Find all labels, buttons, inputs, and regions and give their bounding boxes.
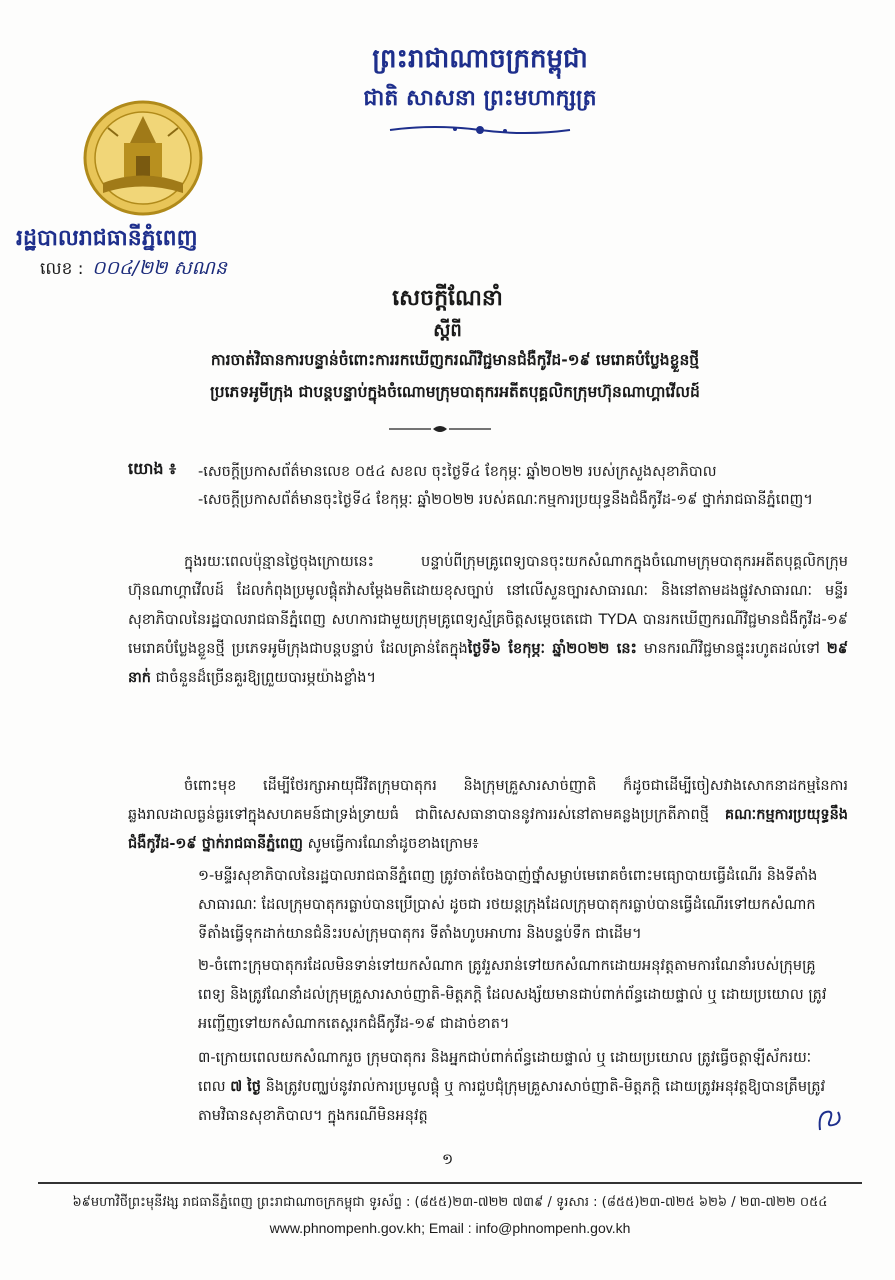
item-text: ៣-ក្រោយពេលយកសំណាករួច ក្រុមបាតុករ និងអ្នកជាប់ពាក់ព័ន្ធដោយផ្ទាល់ ឬ ដោយប្រយោល ត្រូវធ្វើចត្តាឡីស័ករយៈពេល [198,1050,812,1095]
paragraph-text: ចំពោះមុខ ដើម្បីថែរក្សាអាយុជីវិតក្រុមបាតុករ និងក្រុមគ្រួសារសាច់ញាតិ ក៏ដូចជាដើម្បីចៀសវាងសោកនាដកម្មនៃការឆ្លងរាលដាលធ្ងន់ធ្ងរទៅក្នុងសហគមន៍ជាទ្រង់ទ្រាយធំ ជាពិសេសធានាបាននូវការរស់នៅតាមគន្លងប្រក្រតីភាពថ្មី [128,778,848,823]
paragraph-text: មានករណីវិជ្ជមានផ្ទុះរហូតដល់ទៅ [636,641,827,657]
document-subject [110,344,800,408]
subject-line-2: ប្រភេទអូមីក្រុង ជាបន្តបន្ទាប់ក្នុងចំណោមក្រុមបាតុករអតីតបុគ្គលិកក្រុមហ៊ុនណាហ្គាវើលដ៍ [210,383,700,401]
footer-contact: www.phnompenh.gov.kh; Email : info@phnompenh.gov.kh [269,1220,631,1236]
subject-line-1: ការចាត់វិធានការបន្ទាន់ចំពោះការរកឃើញករណីវិជ្ជមានជំងឺកូវីដ-១៩ មេរោគបំប្លែងខ្លួនថ្មី [210,351,700,369]
paragraph-instruction-intro [128,772,848,859]
footer-divider [38,1182,862,1184]
instruction-item-2: ២-ចំពោះក្រុមបាតុករដែលមិនទាន់ទៅយកសំណាក ត្រូវរួសរាន់ទៅយកសំណាកដោយអនុវត្តតាមការណែនាំរបស់ក្រុមគ្រូពេទ្យ និងត្រូវណែនាំដល់ក្រុមគ្រួសារសាច់ញាតិ-មិត្តភក្តិ ដែលសង្ស័យមានជាប់ពាក់ព័ន្ធដោយផ្ទាល់ ឬ ដោយប្រយោល ត្រូវអញ្ជើញទៅយកសំណាកតេស្តរកជំងឺកូវីដ-១៩ ជាដាច់ខាត។ [198,958,827,1032]
paragraph-text: ក្នុងរយៈពេលប៉ុន្មានថ្ងៃចុងក្រោយនេះ បន្ទាប់ពីក្រុមគ្រូពេទ្យបានចុះយកសំណាកក្នុងចំណោមក្រុមបាតុករអតីតបុគ្គលិកក្រុមហ៊ុនណាហ្គាវើលដ៍ ដែលកំពុងប្រមូលផ្ដុំតវ៉ាសម្ដែងមតិដោយខុសច្បាប់ នៅលើសួនច្បារសាធារណៈ និងនៅតាមដងផ្លូវសាធារណៈ មន្ទីរសុខាភិបាលនៃរដ្ឋបាលរាជធានីភ្នំពេញ សហការជាមួយក្រុមគ្រូពេទ្យស្ម័គ្រចិត្តសម្ដេចតេជោ TYDA បានរកឃើញករណីវិជ្ជមានជំងឺកូវីដ-១៩ មេរោគបំប្លែងខ្លួនថ្មី ប្រភេទអូមីក្រុងជាបន្តបន្ទាប់ ដែលគ្រាន់តែក្នុង [128,554,848,657]
references-label: យោង ៖ [128,459,177,478]
footer-address: ៦៩មហាវិថីព្រះមុនីវង្ស រាជធានីភ្នំពេញ ព្រះរាជាណាចក្រកម្ពុជា ទូរស័ព្ទ : (៨៥៥)២៣-៧២២ ៧៣៩ / ទូរសារ : (៨៥៥)២៣-៧២៥ ៦២៦ / ២៣-៧២២ ០៥៤ [72,1195,828,1210]
paragraph-emphasis: ២៩ នាក់ [128,641,848,686]
page-number: ១ [441,1150,454,1168]
ornament-divider [385,120,575,140]
reference-number-handwritten: ០០៤/២២ សណន [92,257,227,279]
instruction-item-3 [198,1044,838,1131]
paragraph-text: ជាចំនួនដ៏ច្រើនគួរឱ្យព្រួយបារម្ភយ៉ាងខ្លាំង។ [151,670,377,686]
kingdom-title: ព្រះរាជាណាចក្រកម្ពុជា [372,44,588,74]
phnom-penh-seal-emblem [78,98,208,218]
reference-item: -សេចក្ដីប្រកាសព័ត៌មានចុះថ្ងៃទី៤ ខែកុម្ភៈ ឆ្នាំ២០២២ របស់គណៈកម្មការប្រយុទ្ធនឹងជំងឺកូវីដ-១៩ ថ្នាក់រាជធានីភ្នំពេញ។ [198,492,813,508]
document-about: ស្ដីពី [433,320,462,341]
reference-item: -សេចក្ដីប្រកាសព័ត៌មានលេខ ០៥៤ សខល ចុះថ្ងៃទី៤ ខែកុម្ភៈ ឆ្នាំ២០២២ របស់ក្រសួងសុខាភិបាល [198,464,717,480]
national-motto: ជាតិ សាសនា ព្រះមហាក្សត្រ [363,86,597,111]
paragraph-text: សូមធ្វើការណែនាំដូចខាងក្រោម៖ [302,836,479,852]
paragraph-emphasis: ថ្ងៃទី៦ ខែកុម្ភៈ ឆ្នាំ២០២២ នេះ [467,641,637,657]
paragraph-background [128,548,848,693]
organization-name: រដ្ឋបាលរាជធានីភ្នំពេញ [16,226,198,251]
paragraph-emphasis: គណៈកម្មការប្រយុទ្ធនឹងជំងឺកូវីដ-១៩ ថ្នាក់រាជធានីភ្នំពេញ [128,807,848,852]
handwritten-initial [814,1106,844,1136]
reference-number-label: លេខ : [40,259,84,279]
item-emphasis: ៧ ថ្ងៃ [230,1079,261,1095]
title-divider [385,422,495,436]
item-text: និងត្រូវបញ្ឈប់នូវរាល់ការប្រមូលផ្ដុំ ឬ ការជួបជុំក្រុមគ្រួសារសាច់ញាតិ-មិត្តភក្តិ ដោយត្រូវអនុវត្តឱ្យបានត្រឹមត្រូវតាមវិធានសុខាភិបាល។ ក្នុងករណីមិនអនុវត្ត [198,1079,826,1124]
document-title: សេចក្ដីណែនាំ [392,286,503,311]
instruction-item-1: ១-មន្ទីរសុខាភិបាលនៃរដ្ឋបាលរាជធានីភ្នំពេញ ត្រូវចាត់ចែងបាញ់ថ្នាំសម្លាប់មេរោគចំពោះមធ្យោបាយធ្វើដំណើរ និងទីតាំងសាធារណៈ ដែលក្រុមបាតុករធ្លាប់បានប្រើប្រាស់ ដូចជា រថយន្តក្រុងដែលក្រុមបាតុករធ្លាប់បានធ្វើដំណើរទៅយកសំណាក ទីតាំងធ្វើទុកដាក់យានជំនិះរបស់ក្រុមបាតុករ ទីតាំងហូបអាហារ និងបន្ទប់ទឹក ជាដើម។ [198,868,818,942]
